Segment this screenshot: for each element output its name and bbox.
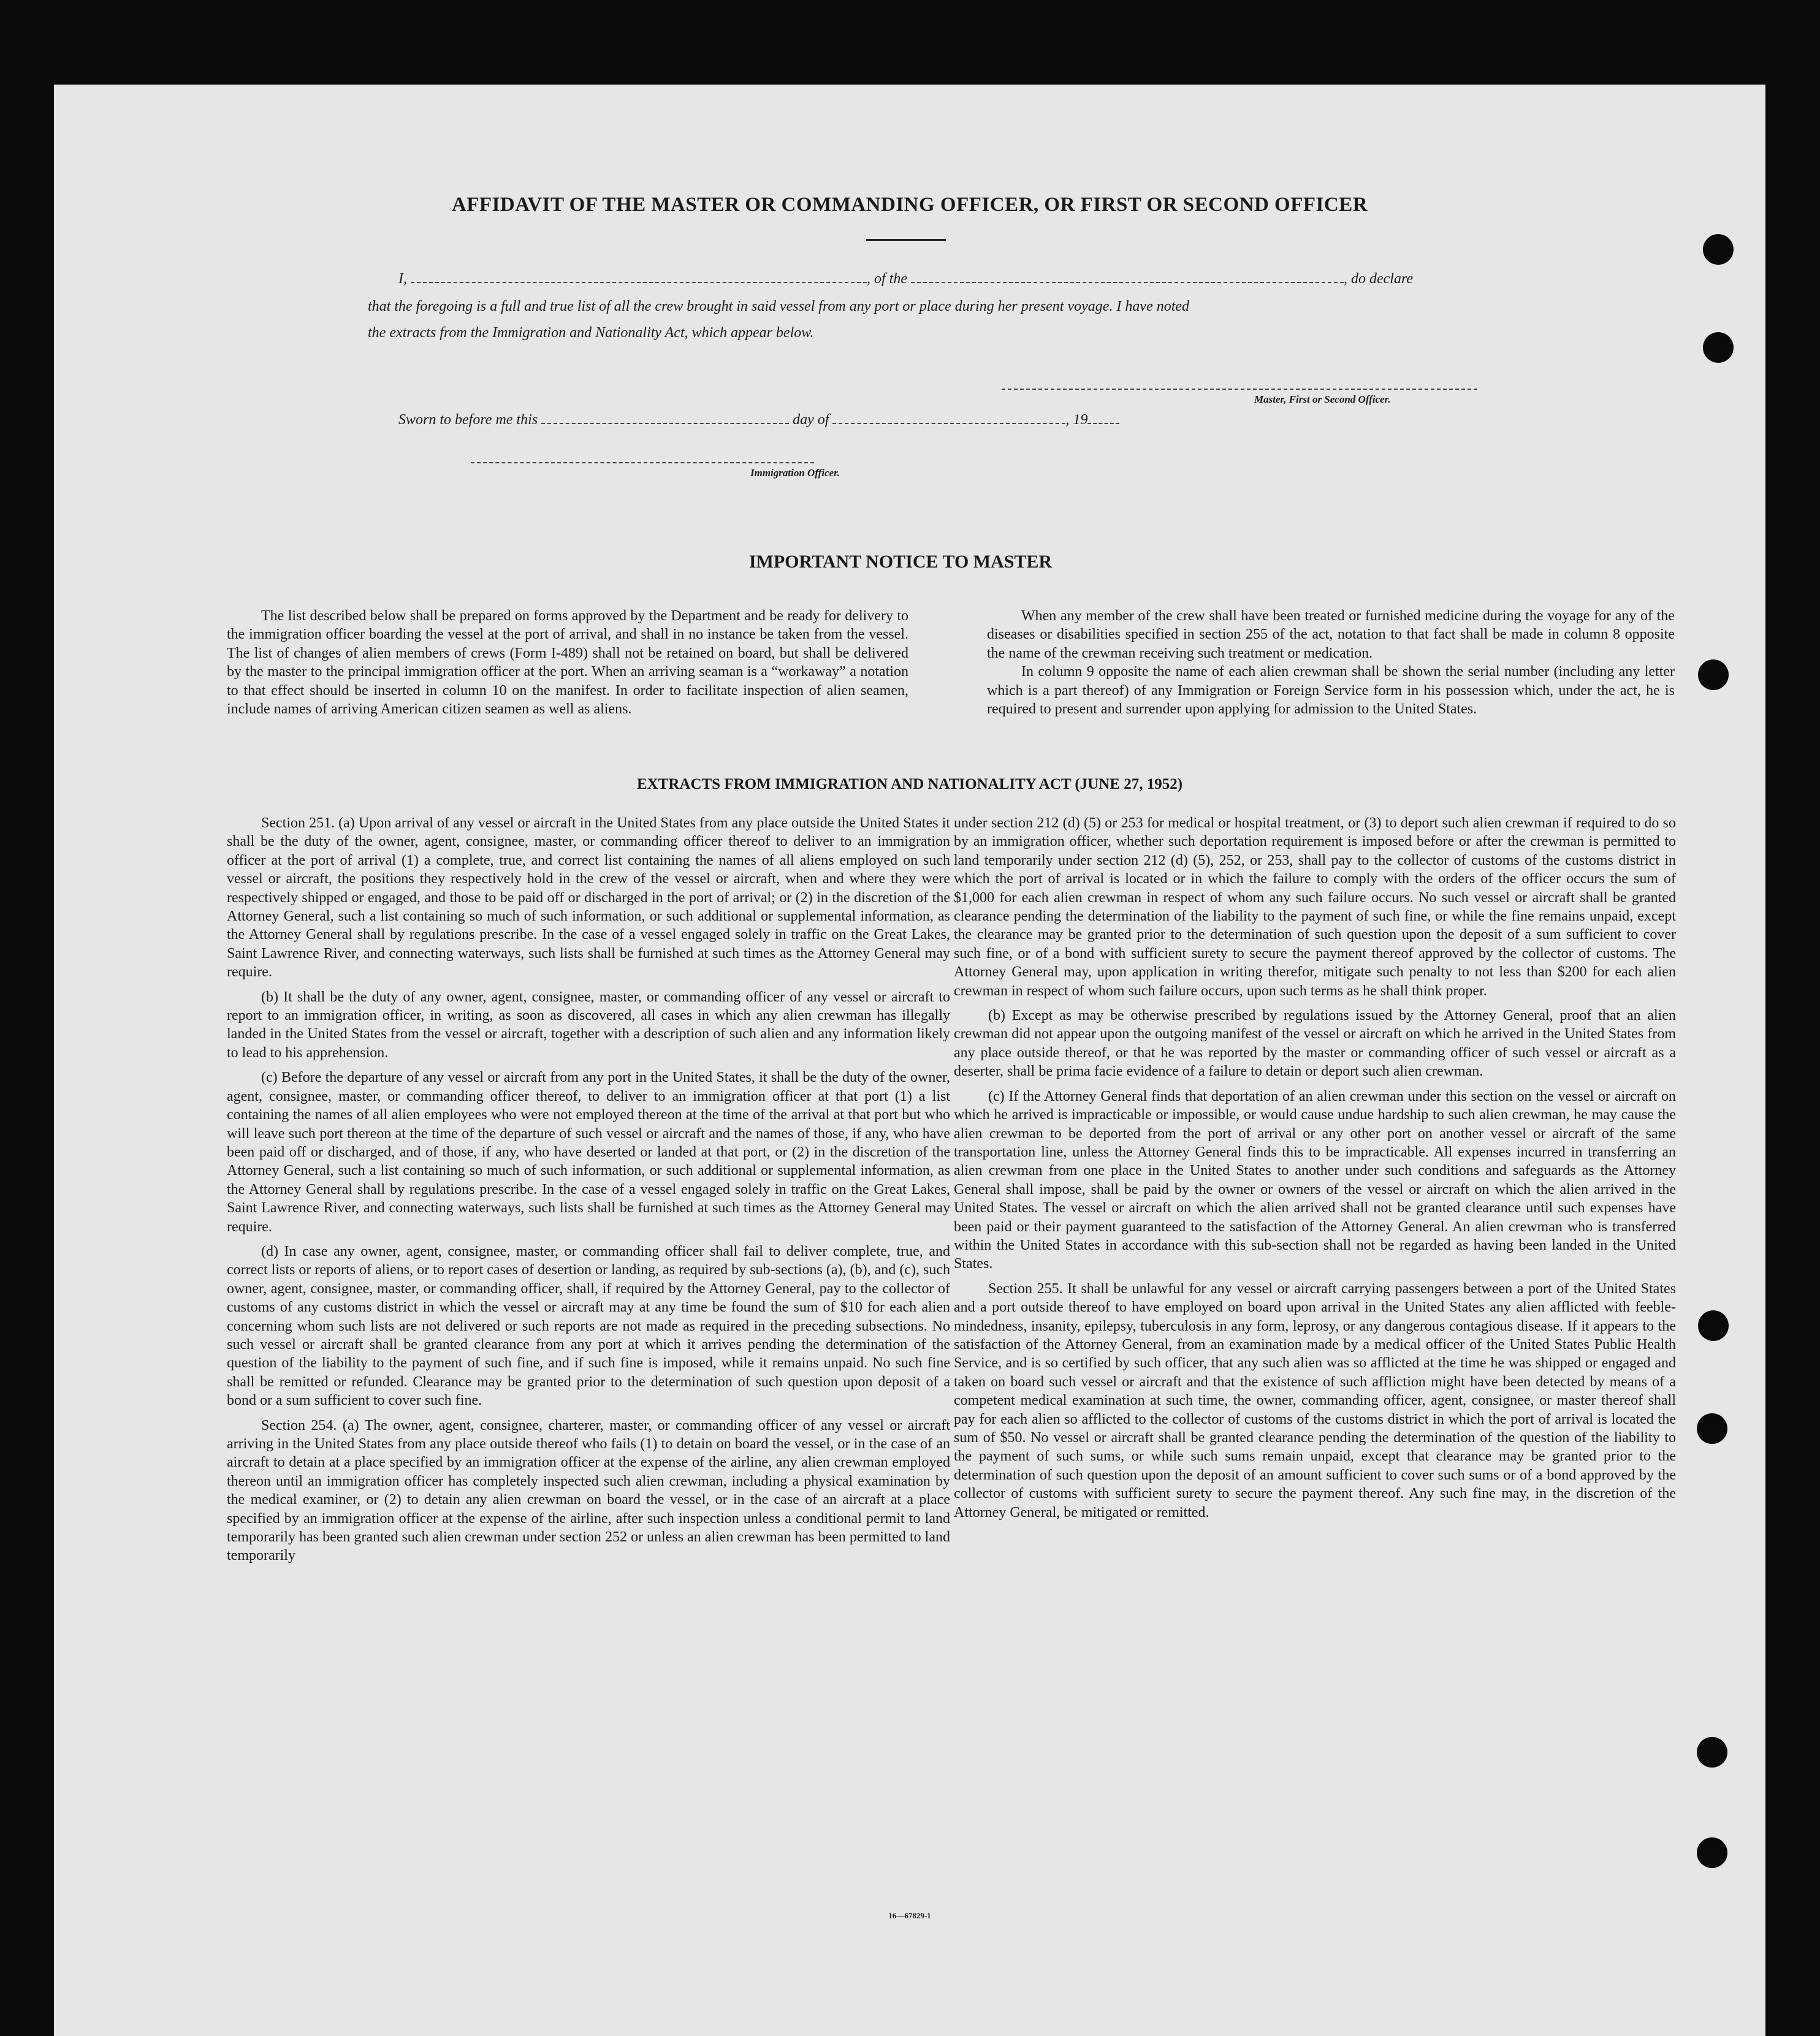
punch-hole <box>1698 1310 1729 1341</box>
section-251-b: (b) It shall be the duty of any owner, agent, consignee, master, or commanding officer of any vessel or aircraft to report to an immigration officer, in writing, as soon as discovered, all cases in which any alien crewman has illegally landed in the United States from the vessel or aircraft, together with a description of such alien and any information likely to lead to his apprehension. <box>227 989 950 1061</box>
do-declare-label: , do declare <box>1344 271 1414 287</box>
section-254-b: (b) Except as may be otherwise prescribed by regulations issued by the Attorney General, proof that an alien crewman did not appear upon the outgoing manifest of the vessel or aircraft on which he arrived in the United States from any place outside thereof, or that he was reported by the master or commanding officer of such vessel or aircraft as a deserter, shall be prima facie evidence of a failure to detain or deport such alien crewman. <box>954 1008 1676 1080</box>
sworn-month-field[interactable] <box>832 422 1065 424</box>
punch-hole <box>1703 234 1734 265</box>
extracts-heading: EXTRACTS FROM IMMIGRATION AND NATIONALITY ACT (JUNE 27, 1952) <box>636 776 1183 792</box>
declaration-text-2: the extracts from the Immigration and Nationality Act, which appear below. <box>368 325 814 341</box>
of-the-label: , of the <box>867 271 907 287</box>
section-251-c: (c) Before the departure of any vessel or aircraft from any port in the United States, it shall be the duty of the owner, agent, consignee, master, or commanding officer thereof, to deliver to an immigration officer at that port (1) a list containing the names of all alien employees who were not employed thereon at the time of the arrival at that port but who will leave such port thereon at the time of the departure of such vessel or aircraft and the names of those, if any, who have been paid off or discharged, and of those, if any, who have deserted or landed at that port, or (2) in the discretion of the Attorney General, such a list containing so much of such information, or such additional or supplemental information, as the Attorney General shall by regulations prescribe. In the case of a vessel engaged solely in traffic on the Great Lakes, Saint Lawrence River, and connecting waterways, such lists shall be furnished at such times as the Attorney General may require. <box>227 1069 950 1235</box>
i-label: I, <box>398 271 407 287</box>
punch-hole <box>1698 659 1729 690</box>
notice-right-paragraph-1: When any member of the crew shall have been treated or furnished medicine during the voyage for any of the diseases or disabilities specified in section 255 of the act, notation to that fact shall be made in column 8 opposite the name of the crewman receiving such treatment or medication. <box>987 608 1675 661</box>
immigration-officer-caption: Immigration Officer. <box>750 467 840 479</box>
master-signature-line[interactable] <box>1002 389 1477 390</box>
sworn-day-field[interactable] <box>541 422 789 424</box>
section-251-a: Section 251. (a) Upon arrival of any vessel or aircraft in the United States from any place outside the United States it shall be the duty of the owner, agent, consignee, master, or commanding officer thereof to deliver to an immigration officer at the port of arrival (1) a complete, true, and correct list containing the names of all aliens employed on such vessel or aircraft, the positions they respectively hold in the crew of the vessel or aircraft, when and where they were respectively shipped or engaged, and those to be paid off or discharged in the port of arrival; or (2) in the discretion of the Attorney General, such a list containing so much of such information, or such additional or supplemental information, as the Attorney General shall by regulations prescribe. In the case of a vessel engaged solely in traffic on the Great Lakes, Saint Lawrence River, and connecting waterways, such lists shall be furnished at such times as the Attorney General may require. <box>227 815 950 981</box>
form-number: 16—67829-1 <box>888 1911 931 1920</box>
notice-right-column <box>987 607 1675 718</box>
punch-hole <box>1697 1837 1727 1868</box>
extracts-right-column <box>954 814 1676 1522</box>
section-254-a-continued: under section 212 (d) (5) or 253 for medical or hospital treatment, or (3) to deport such alien crewman if required to do so by an immigration officer, whether such deportation requirement is imposed before or after the crewman is permitted to land temporarily under section 212 (d) (5), 252, or 253, shall pay to the collector of customs of the customs district in which the port of arrival is located or in which the failure to comply with the orders of the officer occurs the sum of $1,000 for each alien crewman in respect of whom any such failure occurs. No such vessel or aircraft shall be granted clearance pending the determination of the liability to the payment of such fine, or while the fine remains unpaid, except the clearance may be granted prior to the determination of such question upon the deposit of a sum sufficient to cover such fine, or of a bond with sufficient surety to secure the payment thereof approved by the collector of customs. The Attorney General may, upon application in writing therefor, mitigate such penalty to not less than $200 for each alien crewman in respect of whom such failure occurs, upon such terms as he shall think proper. <box>954 815 1676 999</box>
declaration-blank-line <box>398 271 1413 287</box>
notice-left-column <box>227 607 908 718</box>
name-field[interactable] <box>411 281 867 283</box>
sworn-year-field[interactable] <box>1087 422 1119 424</box>
vessel-field[interactable] <box>911 281 1344 283</box>
document-page <box>54 85 1765 2036</box>
master-caption: Master, First or Second Officer. <box>1254 393 1391 405</box>
immigration-officer-signature-line[interactable] <box>471 462 814 463</box>
day-of-label: day of <box>793 412 829 428</box>
section-251-d: (d) In case any owner, agent, consignee, master, or commanding officer shall fail to deliver complete, true, and correct lists or reports of aliens, or to report cases of desertion or landing, as required by sub-sections (a), (b), and (c), such owner, agent, consignee, master, or commanding officer, shall, if required by the Attorney General, pay to the collector of customs of any customs district in which the vessel or aircraft may at any time be found the sum of $10 for each alien concerning whom such lists are not delivered or such reports are not made as required in the preceding subsections. No such vessel or aircraft shall be granted clearance from any port at which it arrives pending the determination of the question of the liability to the payment of such fine, and if such fine is imposed, while it remains unpaid. No such fine shall be remitted or refunded. Clearance may be granted prior to the determination of such question upon deposit of a bond or a sum sufficient to cover such fine. <box>227 1243 950 1409</box>
affidavit-title: AFFIDAVIT OF THE MASTER OR COMMANDING OFFICER, OR FIRST OR SECOND OFFICER <box>451 194 1368 216</box>
section-255: Section 255. It shall be unlawful for any vessel or aircraft carrying passengers between a port of the United States and a port outside thereof to have employed on board upon arrival in the United States any alien afflicted with feeble-mindedness, insanity, epilepsy, tuberculosis in any form, leprosy, or any dangerous contagious disease. If it appears to the satisfaction of the Attorney General, from an examination made by a medical officer of the United States Public Health Service, and is so certified by such officer, that any such alien was so afflicted at the time he was shipped or engaged and taken on board such vessel or aircraft and that the existence of such affliction might have been detected by means of a competent medical examination at such time, the owner, commanding officer, agent, consignee, or master thereof shall pay for each alien so afflicted to the collector of customs of the customs district in which the port of arrival is located the sum of $50. No vessel or aircraft shall be granted clearance pending the determination of the question of the liability to the payment of such sums, or while such sums remain unpaid, except that clearance may be granted prior to the determination of such question upon the deposit of an amount sufficient to cover such sums or of a bond approved by the collector of customs with sufficient surety to secure the payment thereof. Any such fine may, in the discretion of the Attorney General, be mitigated or remitted. <box>954 1280 1676 1521</box>
punch-hole <box>1697 1737 1727 1768</box>
sworn-label: Sworn to before me this <box>398 412 538 428</box>
notice-right-paragraph-2: In column 9 opposite the name of each alien crewman shall be shown the serial number (including any letter which is a part thereof) of any Immigration or Foreign Service form in his possession which, under the act, he is required to present and surrender upon applying for admission to the United States. <box>987 664 1675 718</box>
declaration-text-1: that the foregoing is a full and true list of all the crew brought in said vessel from any port or place during her present voyage. I have noted <box>368 298 1190 314</box>
punch-hole <box>1703 332 1734 363</box>
punch-hole <box>1697 1413 1727 1444</box>
extracts-left-column <box>227 814 950 1565</box>
year-prefix: , 19 <box>1065 412 1088 428</box>
important-notice-heading: IMPORTANT NOTICE TO MASTER <box>748 552 1053 572</box>
sworn-line <box>398 412 1119 428</box>
notice-left-paragraph: The list described below shall be prepared on forms approved by the Department and be ready for delivery to the immigration officer boarding the vessel at the port of arrival, and shall in no instance be taken from the vessel. The list of changes of alien members of crews (Form I-489) shall not be retained on board, but shall be delivered by the master to the principal immigration officer at the port. When an arriving seaman is a “workaway” a notation to that effect should be inserted in column 10 on the manifest. In order to facilitate inspection of alien seamen, include names of arriving American citizen seamen as well as aliens. <box>227 608 908 718</box>
section-254-a: Section 254. (a) The owner, agent, consignee, charterer, master, or commanding officer of any vessel or aircraft arriving in the United States from any place outside thereof who fails (1) to detain on board the vessel, or in the case of an aircraft to detain at a place specified by an immigration officer at the expense of the airline, any alien crewman employed thereon until an immigration officer has completely inspected such alien crewman, including a physical examination by the medical examiner, or (2) to detain any alien crewman on board the vessel, or in the case of an aircraft at a place specified by an immigration officer at the expense of the airline, after such inspection unless a conditional permit to land temporarily has been granted such alien crewman under section 252 or unless an alien crewman has been permitted to land temporarily <box>227 1417 950 1564</box>
title-divider <box>866 239 946 241</box>
section-254-c: (c) If the Attorney General finds that deportation of an alien crewman under this section on the vessel or aircraft on which he arrived is impracticable or impossible, or would cause undue hardship to such alien crewman, he may cause the alien crewman to be deported from the port of arrival or any other port on another vessel or aircraft of the same transportation line, unless the Attorney General finds this to be impracticable. All expenses incurred in transferring an alien crewman from one place in the United States to another under such conditions and safeguards as the Attorney General shall impose, shall be paid by the owner or owners of the vessel or aircraft on which the alien arrived in the United States. The vessel or aircraft on which the alien arrived shall not be granted clearance until such expenses have been paid or their payment guaranteed to the satisfaction of the Attorney General. An alien crewman who is transferred within the United States in accordance with this sub-section shall not be regarded as having been landed in the United States. <box>954 1088 1676 1272</box>
